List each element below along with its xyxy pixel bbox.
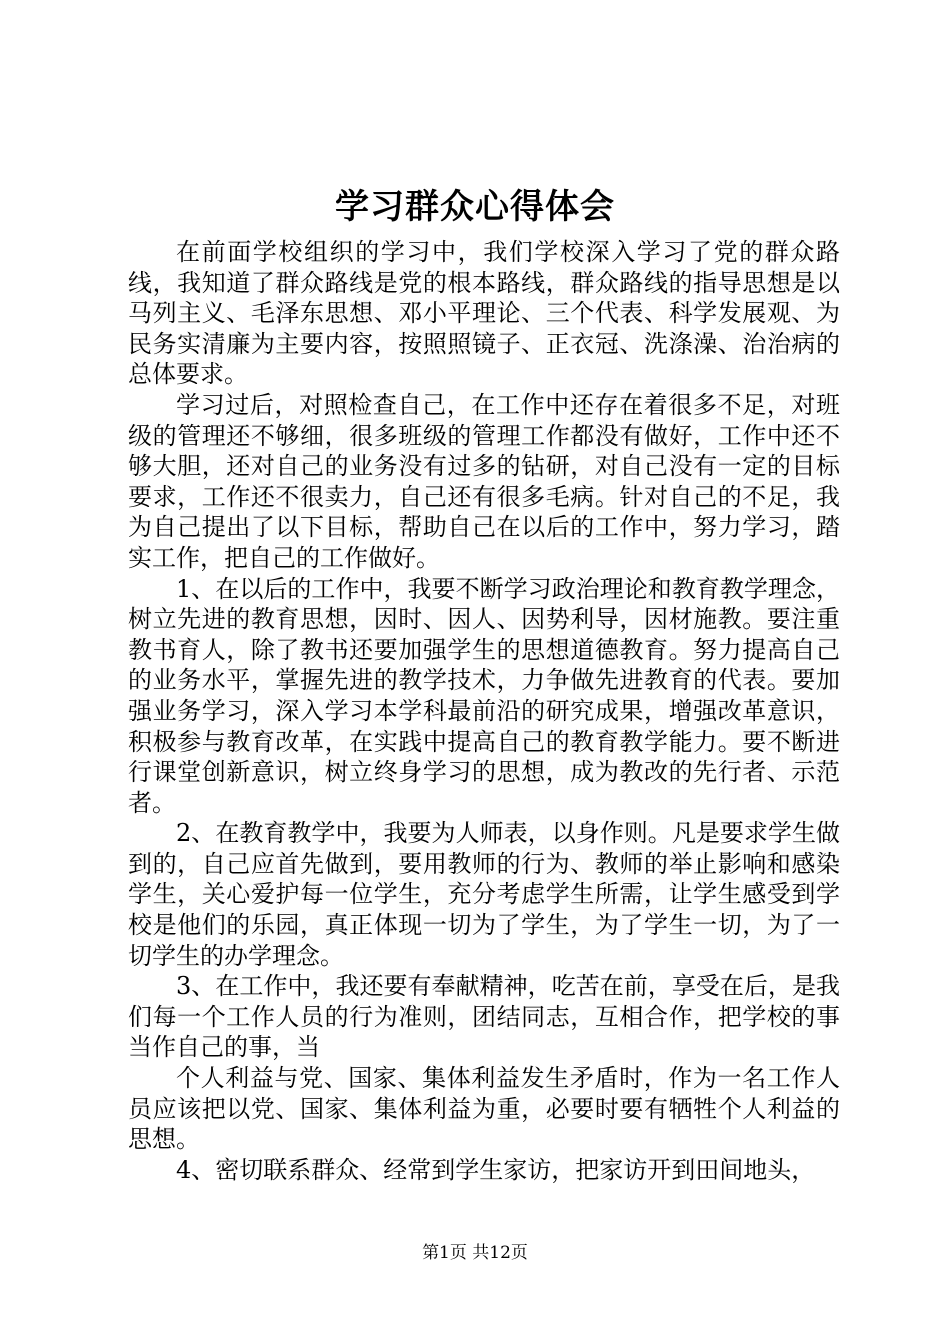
paragraph-6: 个人利益与党、国家、集体利益发生矛盾时，作为一名工作人员应该把以党、国家、集体利益为重，必要时要有牺牲个人利益的思想。 xyxy=(128,1064,840,1154)
document-body xyxy=(128,237,840,1185)
paragraph-1: 在前面学校组织的学习中，我们学校深入学习了党的群众路线，我知道了群众路线是党的根本路线，群众路线的指导思想是以马列主义、毛泽东思想、邓小平理论、三个代表、科学发展观、为民务实清廉为主要内容，按照照镜子、正衣冠、洗涤澡、治治病的总体要求。 xyxy=(128,238,840,389)
paragraph-7: 4、密切联系群众、经常到学生家访，把家访开到田间地头， xyxy=(176,1155,816,1184)
document-title: 学习群众心得体会 xyxy=(335,187,615,227)
paragraph-3: 1、在以后的工作中，我要不断学习政治理论和教育教学理念，树立先进的教育思想，因时、因人、因势利导，因材施教。要注重教书育人，除了教书还要加强学生的思想道德教育。努力提高自己的业务水平，掌握先进的教学技术，力争做先进教育的代表。要加强业务学习，深入学习本学科最前沿的研究成果，增强改革意识，积极参与教育改革，在实践中提高自己的教育教学能力。要不断进行课堂创新意识，树立终身学习的思想，成为教改的先行者、示范者。 xyxy=(128,574,840,817)
paragraph-5: 3、在工作中，我还要有奉献精神，吃苦在前，享受在后，是我们每一个工作人员的行为准则，团结同志，互相合作，把学校的事当作自己的事，当 xyxy=(128,972,840,1062)
paragraph-2: 学习过后，对照检查自己，在工作中还存在着很多不足，对班级的管理还不够细，很多班级的管理工作都没有做好，工作中还不够大胆，还对自己的业务没有过多的钻研，对自己没有一定的目标要求，工作还不很卖力，自己还有很多毛病。针对自己的不足，我为自己提出了以下目标，帮助自己在以后的工作中，努力学习，踏实工作，把自己的工作做好。 xyxy=(128,390,840,572)
page-footer: 第1页 共12页 xyxy=(422,1243,528,1263)
paragraph-4: 2、在教育教学中，我要为人师表，以身作则。凡是要求学生做到的，自己应首先做到，要用教师的行为、教师的举止影响和感染学生，关心爱护每一位学生，充分考虑学生所需，让学生感受到学校是他们的乐园，真正体现一切为了学生，为了学生一切，为了一切学生的办学理念。 xyxy=(128,819,840,970)
